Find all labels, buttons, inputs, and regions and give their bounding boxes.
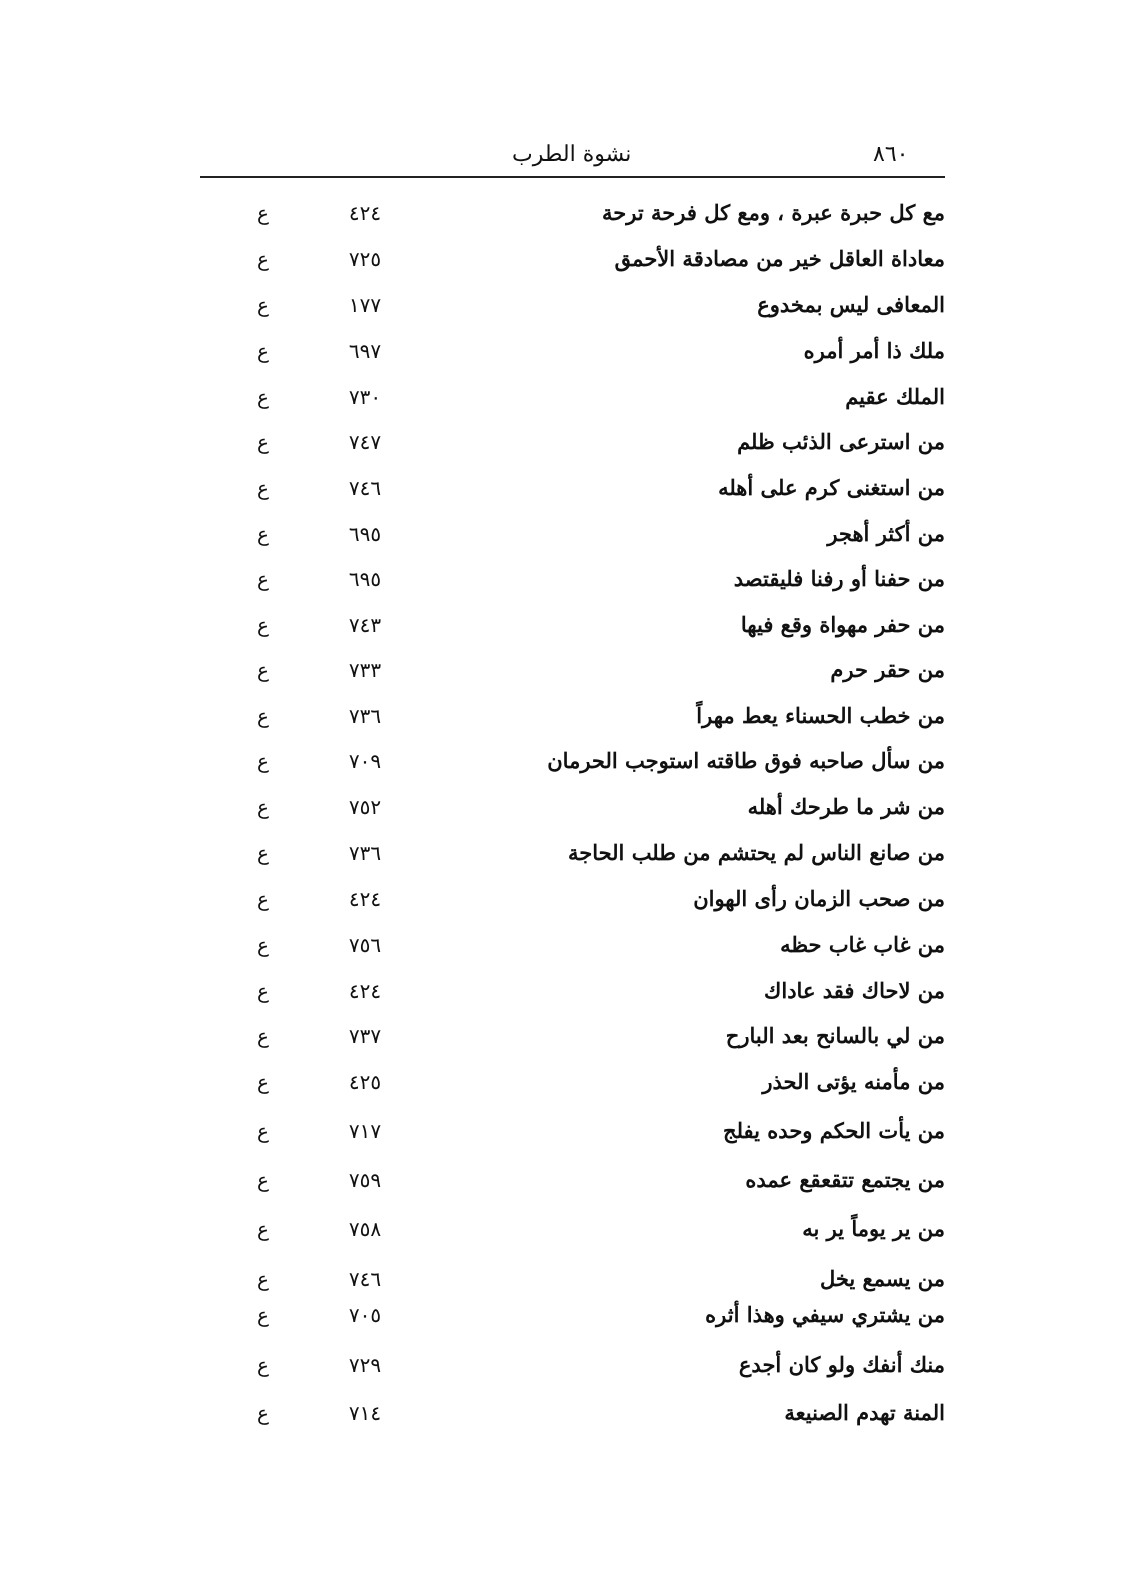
proverb-text: من حفر مهواة وقع فيها: [740, 612, 945, 637]
proverb-text: ملك ذا أمر أمره: [803, 338, 945, 363]
index-entry: [240, 1298, 945, 1338]
index-entry: [240, 242, 945, 282]
page-reference: ٧١٤: [348, 1401, 382, 1425]
proverb-text: من لاحاك فقد عاداك: [764, 978, 945, 1003]
running-title: نشوة الطرب: [512, 142, 632, 167]
proverb-text: منك أنفك ولو كان أجدع: [738, 1352, 945, 1377]
source-mark: ع: [257, 1217, 269, 1241]
page-reference: ٧٢٩: [348, 1353, 382, 1377]
proverb-text: المنة تهدم الصنيعة: [784, 1400, 945, 1425]
index-entry: [240, 288, 945, 328]
source-mark: ع: [257, 1401, 269, 1425]
source-mark: ع: [257, 1353, 269, 1377]
proverb-text: من حفنا أو رفنا فليقتصد: [733, 566, 945, 591]
page-reference: ٧٥٢: [348, 795, 382, 819]
source-mark: ع: [257, 979, 269, 1003]
source-mark: ع: [257, 522, 269, 546]
page-reference: ٤٢٤: [348, 979, 382, 1003]
proverb-text: من غاب غاب حظه: [780, 932, 945, 957]
proverb-text: من استغنى كرم على أهله: [718, 475, 945, 500]
source-mark: ع: [257, 430, 269, 454]
proverb-text: من يجتمع تتقعقع عمده: [745, 1167, 945, 1192]
proverb-text: من لي بالسانح بعد البارح: [725, 1023, 945, 1048]
index-entry: [240, 1019, 945, 1059]
page-reference: ٤٢٤: [348, 201, 382, 225]
proverb-text: من شر ما طرحك أهله: [747, 794, 945, 819]
proverb-text: الملك عقيم: [845, 384, 945, 409]
source-mark: ع: [257, 1070, 269, 1094]
source-mark: ع: [257, 293, 269, 317]
proverb-text: من صحب الزمان رأى الهوان: [693, 886, 945, 911]
source-mark: ع: [257, 749, 269, 773]
page-reference: ٧٠٩: [348, 749, 382, 773]
proverb-text: معاداة العاقل خير من مصادقة الأحمق: [614, 246, 945, 271]
page-reference: ٧٣٧: [348, 1024, 382, 1048]
page-reference: ٧٤٧: [348, 430, 382, 454]
index-entry: [240, 836, 945, 876]
index-entry: [240, 699, 945, 739]
index-entry: [240, 1348, 945, 1388]
index-entry: [240, 882, 945, 922]
page-reference: ٤٢٥: [348, 1070, 382, 1094]
proverb-text: من أكثر أهجر: [827, 521, 945, 546]
page-number: ٨٦٠: [873, 142, 909, 167]
source-mark: ع: [257, 933, 269, 957]
page-reference: ٧١٧: [348, 1119, 382, 1143]
page-reference: ٧٥٦: [348, 933, 382, 957]
index-entry: [240, 425, 945, 465]
page-reference: ٦٩٧: [348, 339, 382, 363]
index-entry: [240, 1212, 945, 1252]
page-reference: ٦٩٥: [348, 522, 382, 546]
source-mark: ع: [257, 247, 269, 271]
source-mark: ع: [257, 613, 269, 637]
source-mark: ع: [257, 1168, 269, 1192]
index-entry: [240, 380, 945, 420]
page-reference: ٧٣٦: [348, 704, 382, 728]
source-mark: ع: [257, 658, 269, 682]
index-entry: [240, 653, 945, 693]
source-mark: ع: [257, 1024, 269, 1048]
source-mark: ع: [257, 1267, 269, 1291]
source-mark: ع: [257, 1119, 269, 1143]
index-entry: [240, 1163, 945, 1203]
source-mark: ع: [257, 887, 269, 911]
source-mark: ع: [257, 567, 269, 591]
header-rule: [200, 176, 945, 178]
index-entry: [240, 1396, 945, 1436]
proverb-text: من استرعى الذئب ظلم: [737, 429, 945, 454]
page-reference: ٤٢٤: [348, 887, 382, 911]
page-reference: ٧٣٣: [348, 658, 382, 682]
index-entry: [240, 562, 945, 602]
index-entry: [240, 974, 945, 1014]
source-mark: ع: [257, 385, 269, 409]
proverb-text: من يسمع يخل: [819, 1266, 945, 1291]
proverb-text: مع كل حبرة عبرة ، ومع كل فرحة ترحة: [602, 200, 945, 225]
index-entry: [240, 334, 945, 374]
index-entry: [240, 196, 945, 236]
index-entry: [240, 1065, 945, 1105]
page-reference: ٧٥٩: [348, 1168, 382, 1192]
page-reference: ٧٤٣: [348, 613, 382, 637]
page-reference: ١٧٧: [348, 293, 382, 317]
page-reference: ٧٤٦: [348, 1267, 382, 1291]
source-mark: ع: [257, 1303, 269, 1327]
proverb-text: من يأت الحكم وحده يفلج: [723, 1118, 945, 1143]
index-entry: [240, 471, 945, 511]
page-reference: ٦٩٥: [348, 567, 382, 591]
index-entry: [240, 790, 945, 830]
proverb-text: من مأمنه يؤتى الحذر: [762, 1069, 945, 1094]
index-entry: [240, 928, 945, 968]
index-entry: [240, 517, 945, 557]
source-mark: ع: [257, 476, 269, 500]
proverb-text: المعافى ليس بمخدوع: [757, 292, 945, 317]
proverb-text: من حقر حرم: [830, 657, 945, 682]
proverb-text: من صانع الناس لم يحتشم من طلب الحاجة: [567, 840, 945, 865]
page-reference: ٧٣٠: [348, 385, 382, 409]
proverb-text: من سأل صاحبه فوق طاقته استوجب الحرمان: [547, 748, 945, 773]
page-reference: ٧٠٥: [348, 1303, 382, 1327]
page-reference: ٧٤٦: [348, 476, 382, 500]
page-reference: ٧٣٦: [348, 841, 382, 865]
source-mark: ع: [257, 841, 269, 865]
index-entry: [240, 1114, 945, 1154]
proverb-text: من ير يوماً ير به: [802, 1216, 945, 1241]
source-mark: ع: [257, 795, 269, 819]
index-entry: [240, 608, 945, 648]
proverb-text: من يشتري سيفي وهذا أثره: [705, 1302, 945, 1327]
index-entry: [240, 744, 945, 784]
page-reference: ٧٥٨: [348, 1217, 382, 1241]
page-reference: ٧٢٥: [348, 247, 382, 271]
proverb-text: من خطب الحسناء يعط مهراً: [696, 703, 945, 728]
source-mark: ع: [257, 201, 269, 225]
source-mark: ع: [257, 704, 269, 728]
index-entry: [240, 1262, 945, 1302]
source-mark: ع: [257, 339, 269, 363]
